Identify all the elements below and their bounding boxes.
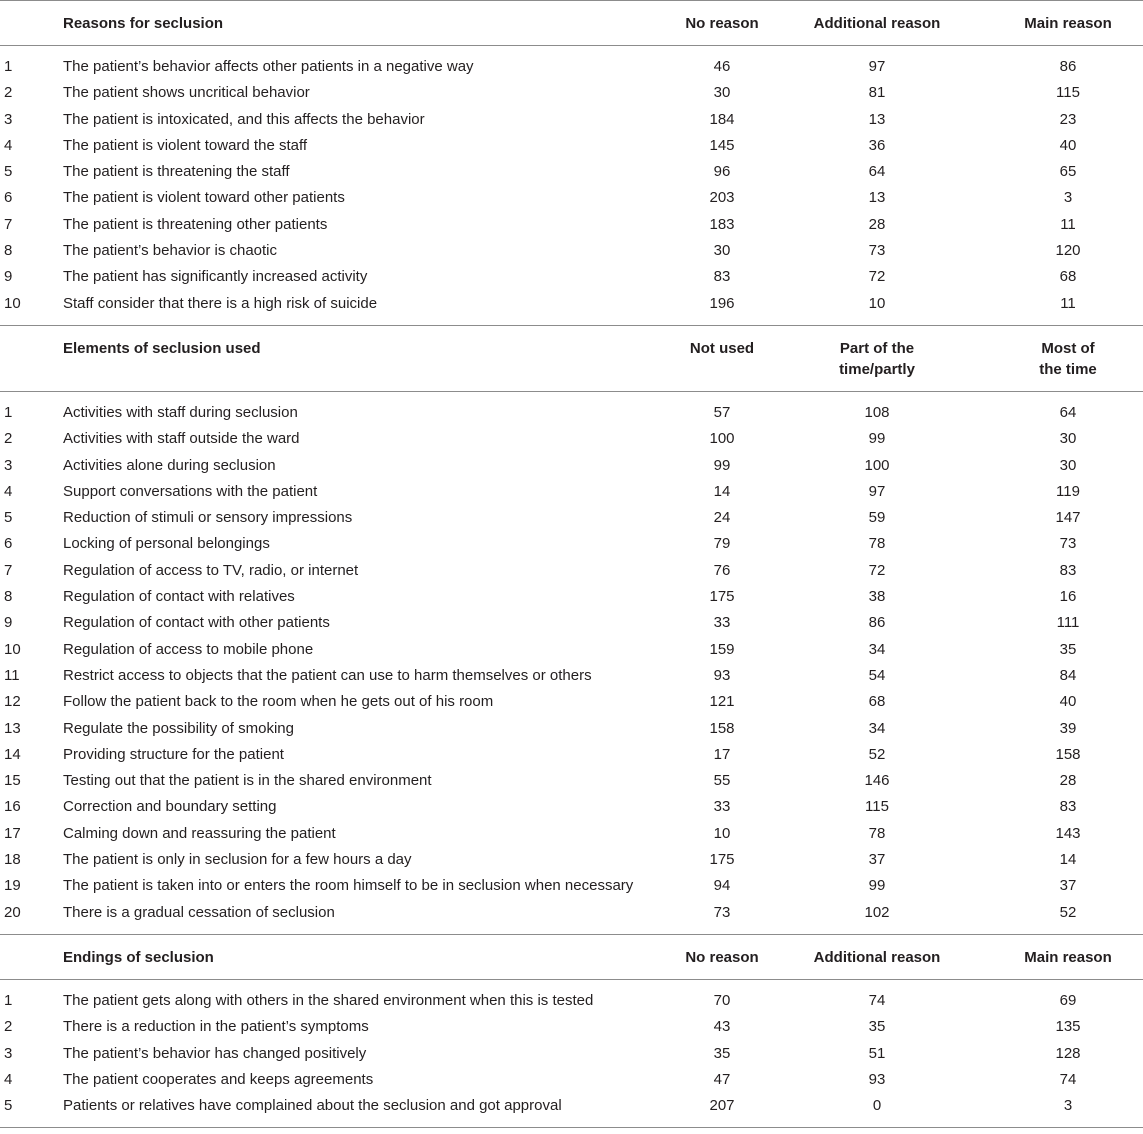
column-header: Additional reason <box>813 948 941 966</box>
row-value: 97 <box>868 482 886 500</box>
table-row <box>0 400 1143 426</box>
row-value: 52 <box>868 745 886 763</box>
row-number: 14 <box>4 745 21 763</box>
row-value: 78 <box>868 535 886 553</box>
row-value: 30 <box>1059 456 1077 474</box>
table-row <box>0 558 1143 584</box>
table-row <box>0 54 1143 80</box>
row-number: 2 <box>4 1018 13 1036</box>
row-label: Staff consider that there is a high risk of suicide <box>63 294 378 312</box>
row-value: 96 <box>713 163 731 181</box>
section-header <box>0 326 1143 392</box>
row-value: 35 <box>713 1044 731 1062</box>
row-number: 7 <box>4 215 13 233</box>
table-row <box>0 689 1143 715</box>
row-number: 18 <box>4 851 21 869</box>
row-label: Follow the patient back to the room when he gets out of his room <box>63 693 494 711</box>
row-label: The patient’s behavior affects other patients in a negative way <box>63 58 474 75</box>
section-header <box>0 935 1143 980</box>
row-value: 30 <box>713 242 731 260</box>
row-value: 38 <box>868 588 886 606</box>
section-title: Reasons for seclusion <box>63 15 224 32</box>
row-value: 73 <box>713 903 731 921</box>
column-header: Not used <box>689 339 755 357</box>
row-value: 3 <box>1063 189 1073 207</box>
table-row <box>0 794 1143 820</box>
table-section <box>0 934 1143 1127</box>
row-label: There is a reduction in the patient’s symptoms <box>63 1018 369 1036</box>
table-row <box>0 107 1143 133</box>
row-label: Restrict access to objects that the patient can use to harm themselves or others <box>63 666 592 684</box>
row-label: The patient is violent toward the staff <box>63 136 308 154</box>
table-row <box>0 1093 1143 1119</box>
row-value: 59 <box>868 509 886 527</box>
row-value: 34 <box>868 719 886 737</box>
row-value: 111 <box>1056 614 1080 632</box>
row-label: Activities alone during seclusion <box>63 456 276 474</box>
section-rows <box>0 392 1143 934</box>
table-row <box>0 212 1143 238</box>
row-value: 16 <box>1059 588 1077 606</box>
row-label: Patients or relatives have complained about the seclusion and got approval <box>63 1097 562 1115</box>
row-label: Regulation of access to mobile phone <box>63 640 314 658</box>
table-row <box>0 426 1143 452</box>
row-value: 46 <box>713 58 731 75</box>
row-value: 102 <box>864 903 890 921</box>
table-row <box>0 821 1143 847</box>
row-value: 78 <box>868 824 886 842</box>
row-label: Activities with staff during seclusion <box>63 403 298 421</box>
row-value: 115 <box>1056 84 1080 102</box>
table-bottom-rule <box>0 1127 1143 1128</box>
row-value: 145 <box>709 136 735 154</box>
column-header: Main reason <box>1024 15 1112 32</box>
table-row <box>0 716 1143 742</box>
row-value: 99 <box>868 430 886 448</box>
row-number: 1 <box>4 403 13 421</box>
row-label: Regulation of contact with relatives <box>63 588 295 606</box>
row-value: 34 <box>868 640 886 658</box>
row-label: Calming down and reassuring the patient <box>63 824 336 842</box>
row-value: 28 <box>1059 772 1077 790</box>
row-label: Regulation of contact with other patients <box>63 614 330 632</box>
row-label: Locking of personal belongings <box>63 535 270 553</box>
row-value: 83 <box>713 268 731 286</box>
row-label: Correction and boundary setting <box>63 798 277 816</box>
row-label: Reduction of stimuli or sensory impressions <box>63 509 353 527</box>
row-value: 35 <box>1059 640 1077 658</box>
table-row <box>0 479 1143 505</box>
row-number: 1 <box>4 991 13 1009</box>
table-section <box>0 0 1143 325</box>
row-value: 3 <box>1063 1097 1073 1115</box>
table-section <box>0 325 1143 934</box>
row-value: 10 <box>713 824 731 842</box>
row-value: 147 <box>1055 509 1081 527</box>
row-label: Regulation of access to TV, radio, or internet <box>63 561 359 579</box>
row-number: 10 <box>4 294 21 312</box>
row-value: 47 <box>713 1070 731 1088</box>
table-row <box>0 531 1143 557</box>
table-row <box>0 663 1143 689</box>
row-value: 135 <box>1055 1018 1081 1036</box>
row-value: 70 <box>713 991 731 1009</box>
row-label: The patient is threatening other patients <box>63 215 328 233</box>
row-value: 120 <box>1055 242 1081 260</box>
row-value: 121 <box>709 693 735 711</box>
row-label: The patient is intoxicated, and this affects the behavior <box>63 110 425 128</box>
row-value: 83 <box>1059 561 1077 579</box>
table-row <box>0 742 1143 768</box>
row-label: The patient gets along with others in the shared environment when this is tested <box>63 991 594 1009</box>
row-label: Providing structure for the patient <box>63 745 284 763</box>
row-value: 175 <box>709 588 735 606</box>
row-value: 100 <box>709 430 735 448</box>
row-label: Testing out that the patient is in the shared environment <box>63 772 432 790</box>
row-number: 2 <box>4 84 13 102</box>
section-rows <box>0 980 1143 1127</box>
row-value: 99 <box>868 877 886 895</box>
row-value: 37 <box>868 851 886 869</box>
row-number: 6 <box>4 189 13 207</box>
row-number: 7 <box>4 561 13 579</box>
row-value: 86 <box>1059 58 1077 75</box>
row-label: Support conversations with the patient <box>63 482 318 500</box>
column-header: Main reason <box>1024 948 1112 966</box>
row-value: 11 <box>1060 294 1076 312</box>
table-row <box>0 610 1143 636</box>
row-number: 17 <box>4 824 21 842</box>
row-value: 13 <box>868 189 886 207</box>
row-label: Activities with staff outside the ward <box>63 430 300 448</box>
row-value: 17 <box>713 745 731 763</box>
column-header: Additional reason <box>813 15 941 32</box>
row-value: 69 <box>1059 991 1077 1009</box>
row-value: 54 <box>868 666 886 684</box>
row-number: 16 <box>4 798 21 816</box>
row-value: 0 <box>872 1097 882 1115</box>
column-header: No reason <box>685 15 759 32</box>
row-value: 43 <box>713 1018 731 1036</box>
row-number: 4 <box>4 482 13 500</box>
row-value: 30 <box>1059 430 1077 448</box>
row-number: 8 <box>4 242 13 260</box>
row-value: 24 <box>713 509 731 527</box>
table-row <box>0 291 1143 317</box>
row-value: 73 <box>1059 535 1077 553</box>
row-value: 23 <box>1059 110 1077 128</box>
row-value: 100 <box>864 456 890 474</box>
row-value: 40 <box>1059 693 1077 711</box>
row-value: 159 <box>709 640 735 658</box>
row-number: 12 <box>4 693 21 711</box>
table-row <box>0 505 1143 531</box>
row-value: 84 <box>1059 666 1077 684</box>
row-value: 10 <box>868 294 886 312</box>
row-number: 4 <box>4 1070 13 1088</box>
row-value: 74 <box>1059 1070 1077 1088</box>
row-value: 97 <box>868 58 886 75</box>
row-number: 15 <box>4 772 21 790</box>
table-row <box>0 768 1143 794</box>
row-label: The patient’s behavior has changed positively <box>63 1044 367 1062</box>
row-value: 93 <box>713 666 731 684</box>
table-row <box>0 238 1143 264</box>
section-rows <box>0 46 1143 325</box>
row-number: 6 <box>4 535 13 553</box>
row-value: 57 <box>713 403 731 421</box>
row-label: The patient shows uncritical behavior <box>63 84 310 102</box>
row-number: 9 <box>4 268 13 286</box>
row-value: 207 <box>709 1097 735 1115</box>
row-value: 99 <box>713 456 731 474</box>
row-number: 4 <box>4 136 13 154</box>
row-value: 143 <box>1055 824 1081 842</box>
row-number: 1 <box>4 58 13 75</box>
row-number: 5 <box>4 509 13 527</box>
row-value: 51 <box>868 1044 886 1062</box>
row-value: 14 <box>1059 851 1077 869</box>
section-title: Endings of seclusion <box>63 948 214 966</box>
section-header <box>0 1 1143 46</box>
row-value: 13 <box>868 110 886 128</box>
row-label: The patient is only in seclusion for a few hours a day <box>63 851 412 869</box>
row-number: 5 <box>4 1097 13 1115</box>
row-number: 3 <box>4 456 13 474</box>
row-value: 37 <box>1059 877 1077 895</box>
row-value: 184 <box>709 110 735 128</box>
column-header: Part of the time/partly <box>839 339 915 378</box>
row-value: 65 <box>1059 163 1077 181</box>
row-value: 33 <box>713 798 731 816</box>
row-value: 146 <box>864 772 890 790</box>
row-value: 175 <box>709 851 735 869</box>
row-value: 115 <box>865 798 889 816</box>
row-label: The patient is violent toward other patients <box>63 189 345 207</box>
row-value: 83 <box>1059 798 1077 816</box>
table-row <box>0 264 1143 290</box>
column-header: No reason <box>685 948 759 966</box>
row-value: 28 <box>868 215 886 233</box>
row-label: The patient’s behavior is chaotic <box>63 242 278 260</box>
row-label: The patient has significantly increased activity <box>63 268 368 286</box>
row-value: 68 <box>868 693 886 711</box>
row-value: 81 <box>868 84 886 102</box>
row-value: 35 <box>868 1018 886 1036</box>
row-value: 158 <box>709 719 735 737</box>
row-number: 2 <box>4 430 13 448</box>
table-row <box>0 1014 1143 1040</box>
row-value: 36 <box>868 136 886 154</box>
row-number: 3 <box>4 1044 13 1062</box>
table-row <box>0 847 1143 873</box>
table-row <box>0 873 1143 899</box>
row-number: 20 <box>4 903 21 921</box>
row-value: 94 <box>713 877 731 895</box>
table-row <box>0 159 1143 185</box>
row-value: 203 <box>709 189 735 207</box>
row-value: 158 <box>1055 745 1081 763</box>
table-row <box>0 80 1143 106</box>
row-number: 5 <box>4 163 13 181</box>
row-number: 11 <box>4 666 20 684</box>
row-value: 79 <box>713 535 731 553</box>
row-number: 3 <box>4 110 13 128</box>
row-number: 8 <box>4 588 13 606</box>
row-value: 76 <box>713 561 731 579</box>
row-value: 128 <box>1055 1044 1081 1062</box>
row-value: 52 <box>1059 903 1077 921</box>
row-value: 86 <box>868 614 886 632</box>
row-value: 14 <box>713 482 731 500</box>
table-row <box>0 900 1143 926</box>
row-value: 33 <box>713 614 731 632</box>
table-row <box>0 637 1143 663</box>
row-value: 39 <box>1059 719 1077 737</box>
table-row <box>0 133 1143 159</box>
row-value: 40 <box>1059 136 1077 154</box>
row-value: 196 <box>709 294 735 312</box>
row-value: 119 <box>1056 482 1080 500</box>
table-row <box>0 453 1143 479</box>
row-number: 13 <box>4 719 21 737</box>
row-value: 93 <box>868 1070 886 1088</box>
table-row <box>0 185 1143 211</box>
row-value: 73 <box>868 242 886 260</box>
row-label: The patient is taken into or enters the room himself to be in seclusion when necessary <box>63 877 634 895</box>
row-value: 183 <box>709 215 735 233</box>
row-value: 74 <box>868 991 886 1009</box>
row-value: 72 <box>868 561 886 579</box>
row-value: 11 <box>1060 215 1076 233</box>
row-value: 55 <box>713 772 731 790</box>
section-title: Elements of seclusion used <box>63 339 261 357</box>
row-value: 64 <box>868 163 886 181</box>
row-value: 68 <box>1059 268 1077 286</box>
row-label: There is a gradual cessation of seclusion <box>63 903 335 921</box>
table-row <box>0 988 1143 1014</box>
row-value: 30 <box>713 84 731 102</box>
column-header: Most of the time <box>1039 339 1097 378</box>
row-label: The patient is threatening the staff <box>63 163 290 181</box>
row-label: Regulate the possibility of smoking <box>63 719 294 737</box>
row-number: 10 <box>4 640 21 658</box>
row-number: 19 <box>4 877 21 895</box>
row-value: 108 <box>864 403 890 421</box>
table-row <box>0 1041 1143 1067</box>
row-number: 9 <box>4 614 13 632</box>
row-value: 72 <box>868 268 886 286</box>
table-row <box>0 584 1143 610</box>
row-value: 64 <box>1059 403 1077 421</box>
row-label: The patient cooperates and keeps agreements <box>63 1070 374 1088</box>
table-row <box>0 1067 1143 1093</box>
